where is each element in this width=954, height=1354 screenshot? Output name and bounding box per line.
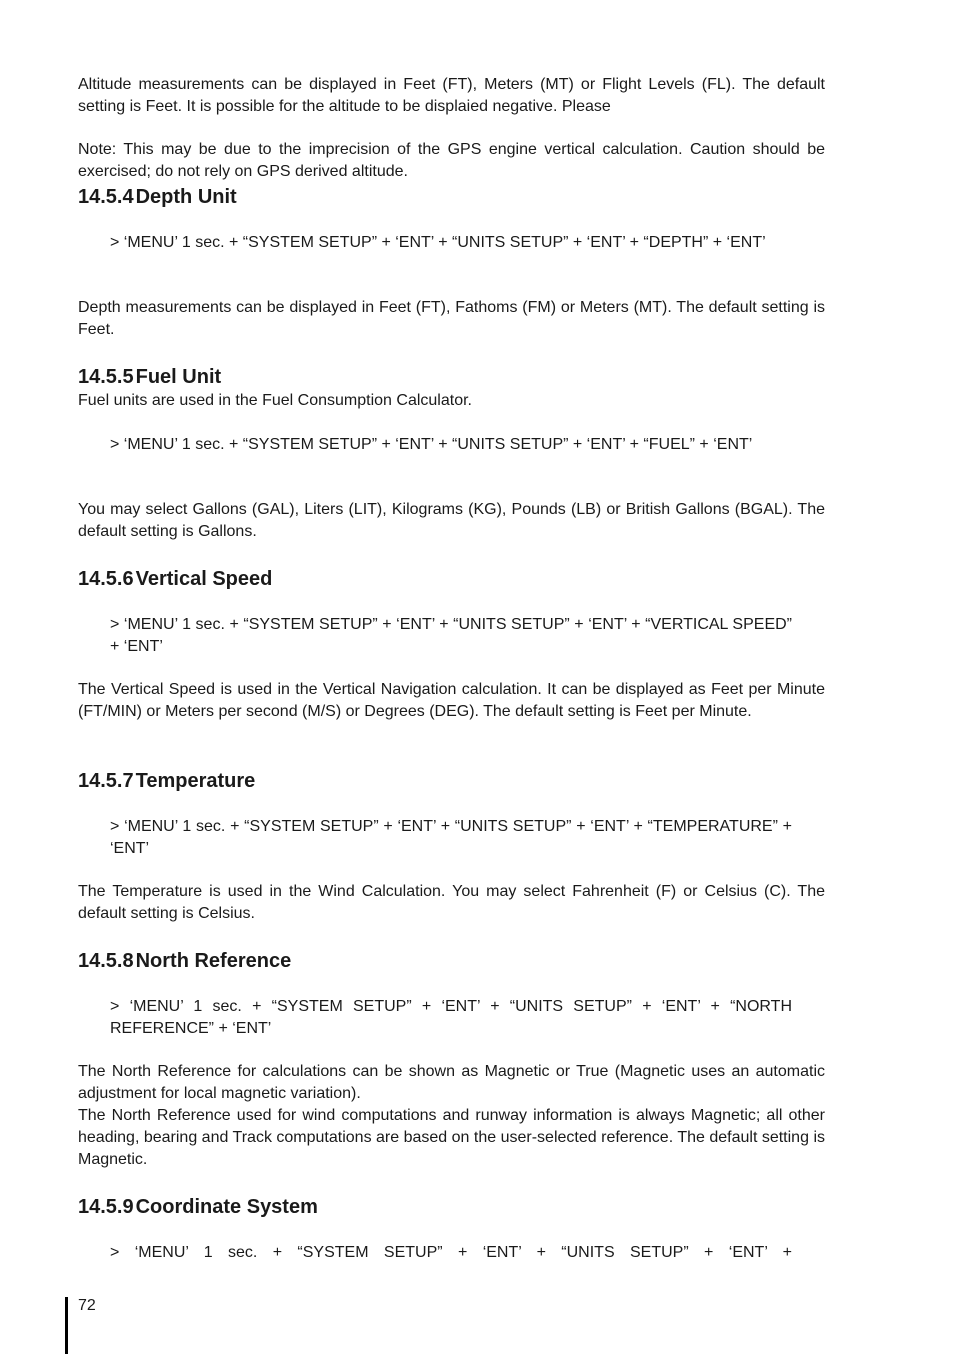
altitude-paragraph: Altitude measurements can be displayed in Feet (FT), Meters (MT) or Flight Levels (FL). The default setting is Feet. It is possible for the altitude to be displaied negative. Please bbox=[78, 76, 825, 115]
north-reference-command: > ‘MENU’ 1 sec. + “SYSTEM SETUP” + ‘ENT’ + “UNITS SETUP” + ‘ENT’ + “NORTH REFERENCE” + ‘ENT’ bbox=[110, 998, 792, 1037]
fuel-intro: Fuel units are used in the Fuel Consumption Calculator. bbox=[78, 392, 472, 409]
heading-north-reference bbox=[78, 949, 291, 973]
section-title: North Reference bbox=[135, 950, 292, 972]
heading-vertical-speed bbox=[78, 567, 272, 591]
fuel-command: > ‘MENU’ 1 sec. + “SYSTEM SETUP” + ‘ENT’ + “UNITS SETUP” + ‘ENT’ + “FUEL” + ‘ENT’ bbox=[110, 436, 753, 453]
section-number: 14.5.5 bbox=[78, 366, 134, 388]
depth-paragraph: Depth measurements can be displayed in Feet (FT), Fathoms (FM) or Meters (MT). The default setting is Feet. bbox=[78, 299, 825, 338]
vertical-speed-paragraph: The Vertical Speed is used in the Vertical Navigation calculation. It can be displayed as Feet per Minute (FT/MIN) or Meters per second (M/S) or Degrees (DEG). The default setting is Feet per Minute. bbox=[78, 681, 825, 720]
north-reference-paragraph-2: The North Reference used for wind computations and runway information is always Magnetic; all other heading, bearing and Track computations are based on the user-selected reference. The default setting is Magnetic. bbox=[78, 1107, 825, 1168]
altitude-note: Note: This may be due to the imprecision of the GPS engine vertical calculation. Caution should be exercised; do not rely on GPS derived altitude. bbox=[78, 141, 825, 180]
section-number: 14.5.9 bbox=[78, 1196, 134, 1218]
section-title: Depth Unit bbox=[135, 186, 237, 208]
section-title: Temperature bbox=[135, 770, 256, 792]
fuel-paragraph: You may select Gallons (GAL), Liters (LIT), Kilograms (KG), Pounds (LB) or British Gallons (BGAL). The default setting is Gallons. bbox=[78, 501, 825, 540]
section-number: 14.5.7 bbox=[78, 770, 134, 792]
heading-temperature bbox=[78, 769, 255, 793]
section-title: Coordinate System bbox=[135, 1196, 318, 1218]
section-title: Fuel Unit bbox=[135, 366, 222, 388]
section-number: 14.5.8 bbox=[78, 950, 134, 972]
vertical-speed-command: > ‘MENU’ 1 sec. + “SYSTEM SETUP” + ‘ENT’ + “UNITS SETUP” + ‘ENT’ + “VERTICAL SPEED” + ‘ENT’ bbox=[110, 616, 792, 655]
temperature-paragraph: The Temperature is used in the Wind Calculation. You may select Fahrenheit (F) or Celsius (C). The default setting is Celsius. bbox=[78, 883, 825, 922]
section-number: 14.5.4 bbox=[78, 186, 134, 208]
section-number: 14.5.6 bbox=[78, 568, 134, 590]
heading-fuel-unit bbox=[78, 365, 221, 389]
footer-rule bbox=[65, 1297, 68, 1354]
heading-depth-unit bbox=[78, 185, 237, 209]
north-reference-paragraph-1: The North Reference for calculations can be shown as Magnetic or True (Magnetic uses an automatic adjustment for local magnetic variation). bbox=[78, 1063, 825, 1102]
temperature-command: > ‘MENU’ 1 sec. + “SYSTEM SETUP” + ‘ENT’ + “UNITS SETUP” + ‘ENT’ + “TEMPERATURE” + ‘ENT’ bbox=[110, 818, 792, 857]
section-title: Vertical Speed bbox=[135, 568, 273, 590]
depth-command: > ‘MENU’ 1 sec. + “SYSTEM SETUP” + ‘ENT’ + “UNITS SETUP” + ‘ENT’ + “DEPTH” + ‘ENT’ bbox=[110, 234, 766, 251]
coordinate-system-command: > ‘MENU’ 1 sec. + “SYSTEM SETUP” + ‘ENT’ + “UNITS SETUP” + ‘ENT’ + bbox=[110, 1244, 792, 1261]
page-number: 72 bbox=[78, 1297, 96, 1314]
heading-coordinate-system bbox=[78, 1195, 318, 1219]
